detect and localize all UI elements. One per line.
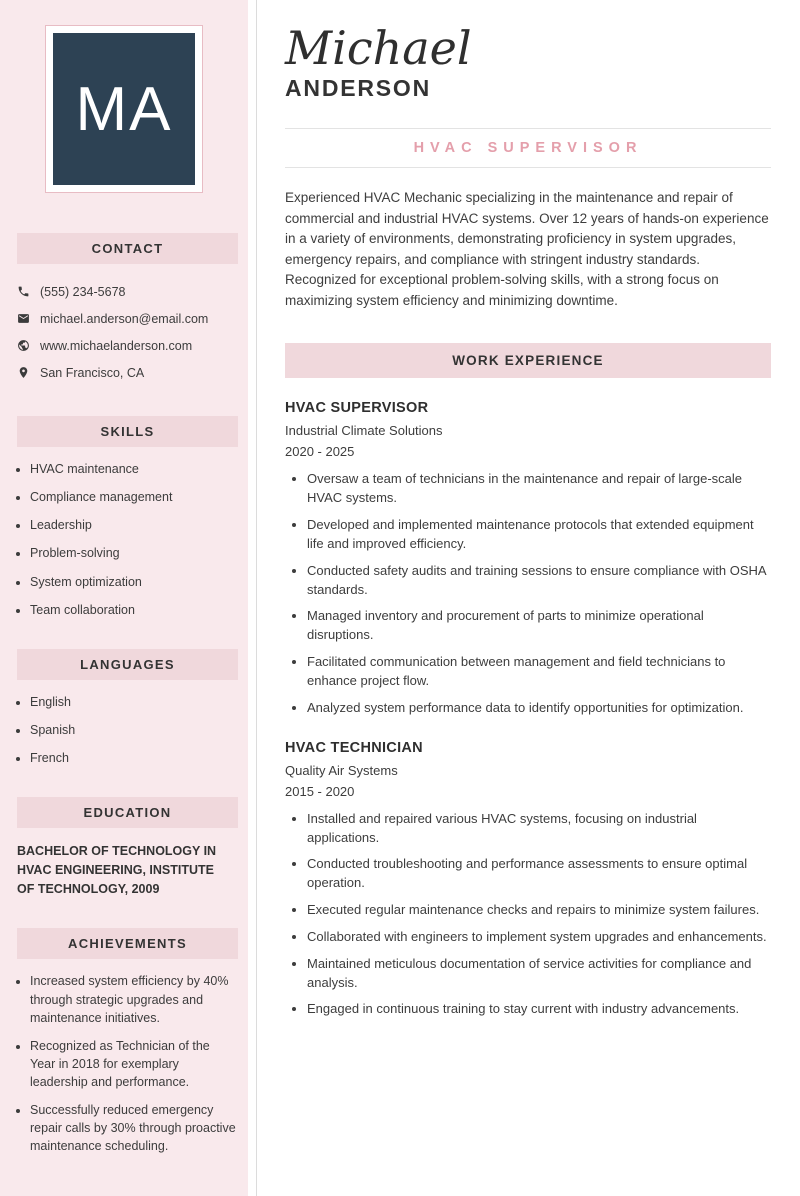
languages-header: LANGUAGES bbox=[17, 649, 238, 680]
job-bullet: • Oversaw a team of technicians in the maintenance and repair of large-scale HVAC systems. bbox=[307, 470, 771, 508]
job-1-title: HVAC SUPERVISOR bbox=[285, 400, 429, 417]
avatar-initials: MA bbox=[75, 74, 173, 144]
skill-item: • Problem-solving bbox=[30, 544, 238, 562]
job-bullet: • Developed and implemented maintenance protocols that extended equipment life and improved efficiency. bbox=[307, 516, 771, 554]
achievements-list bbox=[0, 972, 238, 1155]
contact-phone-text: (555) 234-5678 bbox=[40, 284, 126, 299]
contact-website bbox=[0, 332, 248, 359]
job-1-bullets bbox=[285, 470, 771, 717]
achievement-item: • Increased system efficiency by 40% through strategic upgrades and maintenance initiatives. bbox=[30, 972, 238, 1026]
email-icon bbox=[17, 312, 30, 325]
job-entry-1 bbox=[285, 400, 771, 717]
job-1-company: Industrial Climate Solutions bbox=[285, 423, 443, 439]
job-entry-2 bbox=[285, 740, 771, 1020]
phone-icon bbox=[17, 285, 30, 298]
location-icon bbox=[17, 366, 30, 379]
job-bullet: • Maintained meticulous documentation of service activities for compliance and analysis. bbox=[307, 955, 771, 993]
job-2-company: Quality Air Systems bbox=[285, 762, 398, 778]
globe-icon bbox=[17, 339, 30, 352]
contact-list bbox=[0, 278, 248, 386]
work-experience-header: WORK EXPERIENCE bbox=[285, 343, 771, 378]
job-2-bullets bbox=[285, 810, 771, 1020]
language-item: • Spanish bbox=[30, 721, 238, 739]
contact-phone bbox=[0, 278, 248, 305]
skill-item: • Team collaboration bbox=[30, 601, 238, 619]
job-bullet: • Managed inventory and procurement of parts to minimize operational disruptions. bbox=[307, 607, 771, 645]
skills-header: SKILLS bbox=[17, 416, 238, 447]
job-bullet: • Analyzed system performance data to identify opportunities for optimization. bbox=[307, 699, 771, 718]
avatar bbox=[45, 25, 203, 193]
achievement-item: • Successfully reduced emergency repair calls by 30% through proactive maintenance scheduling. bbox=[30, 1101, 238, 1155]
contact-website-text: www.michaelanderson.com bbox=[40, 338, 193, 353]
last-name: ANDERSON bbox=[285, 75, 432, 102]
contact-location-text: San Francisco, CA bbox=[40, 365, 145, 380]
education-text: BACHELOR OF TECHNOLOGY IN HVAC ENGINEERING, INSTITUTE OF TECHNOLOGY, 2009 bbox=[17, 844, 217, 896]
skill-item: • System optimization bbox=[30, 573, 238, 591]
job-bullet: • Conducted troubleshooting and performance assessments to ensure optimal operation. bbox=[307, 855, 771, 893]
job-bullet: • Conducted safety audits and training sessions to ensure compliance with OSHA standards. bbox=[307, 562, 771, 600]
summary-paragraph: Experienced HVAC Mechanic specializing in the maintenance and repair of commercial and industrial HVAC systems. Over 12 years of hands-on experience in a variety of environments, demonstrating proficiency in system upgrades, emergency repairs, and compliance with stringent industry standards. Recognized for exceptional problem-solving skills, with a strong focus on maximizing system efficiency and minimizing downtime. bbox=[285, 190, 769, 308]
achievements-header: ACHIEVEMENTS bbox=[17, 928, 238, 959]
contact-email bbox=[0, 305, 248, 332]
sidebar bbox=[0, 0, 248, 1196]
main-content bbox=[256, 0, 800, 1196]
job-1-dates: 2020 - 2025 bbox=[285, 444, 355, 460]
skill-item: • Compliance management bbox=[30, 488, 238, 506]
job-bullet: • Collaborated with engineers to implement system upgrades and enhancements. bbox=[307, 928, 771, 947]
column-gutter bbox=[248, 0, 256, 1196]
first-name: Michael bbox=[285, 21, 472, 75]
job-bullet: • Facilitated communication between management and field technicians to enhance project flow. bbox=[307, 653, 771, 691]
contact-location bbox=[0, 359, 248, 386]
avatar-box bbox=[53, 33, 195, 185]
language-item: • English bbox=[30, 693, 238, 711]
job-2-dates: 2015 - 2020 bbox=[285, 783, 355, 799]
education-header: EDUCATION bbox=[17, 797, 238, 828]
contact-header: CONTACT bbox=[17, 233, 238, 264]
job-bullet: • Engaged in continuous training to stay current with industry advancements. bbox=[307, 1000, 771, 1019]
skill-item: • HVAC maintenance bbox=[30, 460, 238, 478]
job-title-banner: HVAC SUPERVISOR bbox=[285, 128, 771, 168]
job-bullet: • Installed and repaired various HVAC systems, focusing on industrial applications. bbox=[307, 810, 771, 848]
languages-list bbox=[0, 693, 238, 767]
language-item: • French bbox=[30, 749, 238, 767]
skills-list bbox=[0, 460, 238, 619]
contact-email-text: michael.anderson@email.com bbox=[40, 311, 209, 326]
job-bullet: • Executed regular maintenance checks and repairs to minimize system failures. bbox=[307, 901, 771, 920]
skill-item: • Leadership bbox=[30, 516, 238, 534]
achievement-item: • Recognized as Technician of the Year in 2018 for exemplary leadership and performance. bbox=[30, 1037, 238, 1091]
job-2-title: HVAC TECHNICIAN bbox=[285, 739, 423, 756]
